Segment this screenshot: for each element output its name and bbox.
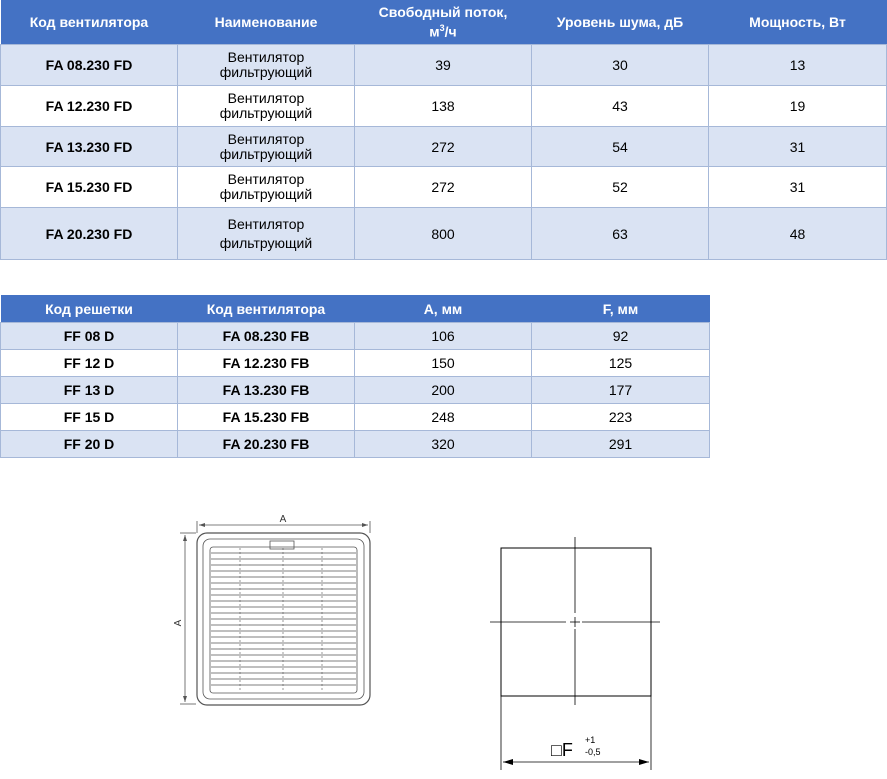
- header-noise: Уровень шума, дБ: [532, 0, 709, 45]
- fan-name-line1: Вентилятор: [227, 49, 305, 65]
- header-fan-code: Код вентилятора: [1, 0, 178, 45]
- flow-cell: 800: [355, 208, 532, 260]
- f-cell: 291: [532, 431, 710, 458]
- header-a: A, мм: [355, 295, 532, 323]
- fan-code-cell: FA 15.230 FD: [1, 167, 178, 208]
- grill-code-cell: FF 20 D: [1, 431, 178, 458]
- fan-name-line2: фильтрующий: [219, 186, 313, 202]
- cutout-dim-label: □F: [551, 740, 573, 760]
- cutout-tol-minus: -0,5: [585, 747, 601, 757]
- a-cell: 320: [355, 431, 532, 458]
- power-cell: 13: [709, 45, 887, 86]
- grill-ribs: [240, 548, 322, 692]
- noise-cell: 30: [532, 45, 709, 86]
- grill-fan-code-cell: FA 13.230 FB: [178, 377, 355, 404]
- a-cell: 150: [355, 350, 532, 377]
- fan-code-cell: FA 13.230 FD: [1, 127, 178, 167]
- power-cell: 48: [709, 208, 887, 260]
- noise-cell: 52: [532, 167, 709, 208]
- fan-name-line1: Вентилятор: [227, 215, 305, 232]
- flow-cell: 272: [355, 127, 532, 167]
- grill-code-cell: FF 12 D: [1, 350, 178, 377]
- header-flow-unit-suffix: /ч: [444, 23, 457, 40]
- cutout-tol-plus: +1: [585, 735, 596, 745]
- a-cell: 248: [355, 404, 532, 431]
- noise-cell: 54: [532, 127, 709, 167]
- f-cell: 177: [532, 377, 710, 404]
- flow-cell: 39: [355, 45, 532, 86]
- grill-fan-code-cell: FA 08.230 FB: [178, 323, 355, 350]
- header-grill-fan-code: Код вентилятора: [178, 295, 355, 323]
- fan-name-line2: фильтрующий: [219, 105, 313, 121]
- header-name: Наименование: [178, 0, 355, 45]
- fan-code-cell: FA 08.230 FD: [1, 45, 178, 86]
- header-flow-unit-sup: 3: [439, 23, 445, 34]
- grill-code-cell: FF 15 D: [1, 404, 178, 431]
- flow-cell: 272: [355, 167, 532, 208]
- grill-fan-code-cell: FA 12.230 FB: [178, 350, 355, 377]
- fan-name-line2: фильтрующий: [219, 145, 313, 162]
- flow-cell: 138: [355, 86, 532, 127]
- power-cell: 19: [709, 86, 887, 127]
- grill-drawing: [180, 521, 370, 705]
- grill-dim-top-label: A: [279, 514, 287, 525]
- f-cell: 125: [532, 350, 710, 377]
- header-grill-code: Код решетки: [1, 295, 178, 323]
- grill-code-cell: FF 13 D: [1, 377, 178, 404]
- a-cell: 200: [355, 377, 532, 404]
- noise-cell: 63: [532, 208, 709, 260]
- cutout-drawing: [490, 537, 660, 770]
- grill-code-cell: FF 08 D: [1, 323, 178, 350]
- a-cell: 106: [355, 323, 532, 350]
- fan-name-line1: Вентилятор: [227, 130, 305, 147]
- grill-slats: [211, 553, 356, 685]
- header-power: Мощность, Вт: [709, 0, 887, 45]
- grill-dim-side-label: A: [173, 619, 184, 627]
- fan-name-line2: фильтрующий: [219, 234, 313, 251]
- header-flow-line1: Свободный поток,: [378, 4, 508, 21]
- f-cell: 92: [532, 323, 710, 350]
- fan-name-line1: Вентилятор: [227, 90, 305, 106]
- header-flow-unit: м: [429, 23, 440, 40]
- fan-code-cell: FA 20.230 FD: [1, 208, 178, 260]
- f-cell: 223: [532, 404, 710, 431]
- fan-name-line1: Вентилятор: [227, 171, 305, 187]
- power-cell: 31: [709, 127, 887, 167]
- grill-fan-code-cell: FA 15.230 FB: [178, 404, 355, 431]
- noise-cell: 43: [532, 86, 709, 127]
- header-f: F, мм: [532, 295, 710, 323]
- fan-code-cell: FA 12.230 FD: [1, 86, 178, 127]
- power-cell: 31: [709, 167, 887, 208]
- fan-name-line2: фильтрующий: [219, 64, 313, 80]
- grill-fan-code-cell: FA 20.230 FB: [178, 431, 355, 458]
